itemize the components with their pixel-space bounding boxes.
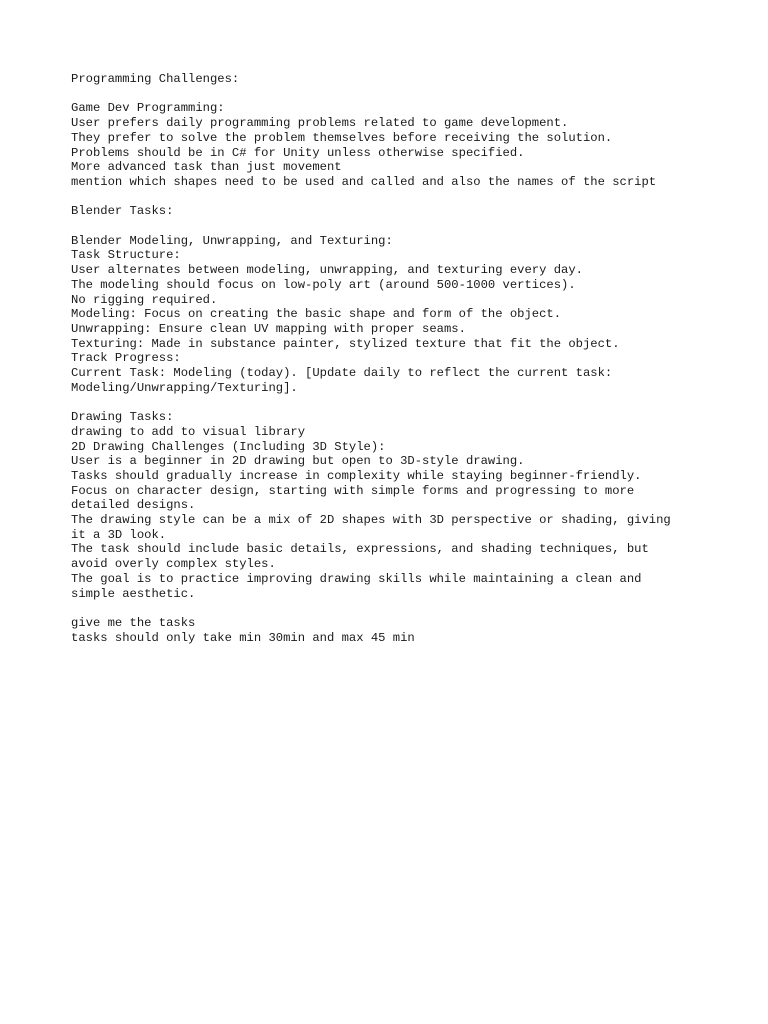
text-line: They prefer to solve the problem themselves before receiving the solution. <box>71 130 613 145</box>
text-line: User prefers daily programming problems related to game development. <box>71 116 569 131</box>
text-line: Modeling/Unwrapping/Texturing]. <box>71 380 298 395</box>
text-line: Unwrapping: Ensure clean UV mapping with proper seams. <box>71 321 466 336</box>
text-line: Task Structure: <box>71 248 181 263</box>
text-line: The modeling should focus on low-poly art (around 500-1000 vertices). <box>71 277 576 292</box>
text-line: Current Task: Modeling (today). [Update daily to reflect the current task: <box>71 366 613 381</box>
text-line: Focus on character design, starting with simple forms and progressing to more <box>71 483 635 498</box>
text-line: simple aesthetic. <box>71 586 196 601</box>
text-line: The task should include basic details, expressions, and shading techniques, but <box>71 542 649 557</box>
text-line: User is a beginner in 2D drawing but open to 3D-style drawing. <box>71 454 525 469</box>
blank-line <box>71 87 731 102</box>
text-line: mention which shapes need to be used and called and also the names of the script <box>71 174 657 189</box>
text-line: Blender Modeling, Unwrapping, and Texturing: <box>71 233 393 248</box>
text-line: The drawing style can be a mix of 2D shapes with 3D perspective or shading, giving <box>71 513 671 528</box>
text-line: No rigging required. <box>71 292 218 307</box>
text-line: tasks should only take min 30min and max 45 min <box>71 630 415 645</box>
text-line: Texturing: Made in substance painter, stylized texture that fit the object. <box>71 336 620 351</box>
document-text-body <box>71 72 731 645</box>
text-line: More advanced task than just movement <box>71 160 342 175</box>
text-line: drawing to add to visual library <box>71 424 306 439</box>
text-line: give me the tasks <box>71 615 196 630</box>
text-line: Programming Challenges: <box>71 72 240 86</box>
text-line: Game Dev Programming: <box>71 101 225 116</box>
blank-line <box>71 190 731 205</box>
text-line: it a 3D look. <box>71 527 167 542</box>
text-line: Track Progress: <box>71 351 181 366</box>
text-line: Blender Tasks: <box>71 204 174 219</box>
text-line: Tasks should gradually increase in complexity while staying beginner-friendly. <box>71 468 642 483</box>
text-line: Modeling: Focus on creating the basic shape and form of the object. <box>71 307 562 322</box>
blank-line <box>71 395 731 410</box>
blank-line <box>71 601 731 616</box>
text-line: Drawing Tasks: <box>71 410 174 425</box>
text-line: The goal is to practice improving drawing skills while maintaining a clean and <box>71 571 642 586</box>
text-line: 2D Drawing Challenges (Including 3D Style): <box>71 439 386 454</box>
text-line: Problems should be in C# for Unity unless otherwise specified. <box>71 145 525 160</box>
blank-line <box>71 219 731 234</box>
text-line: avoid overly complex styles. <box>71 557 276 572</box>
text-line: detailed designs. <box>71 498 196 513</box>
text-line: User alternates between modeling, unwrapping, and texturing every day. <box>71 263 583 278</box>
